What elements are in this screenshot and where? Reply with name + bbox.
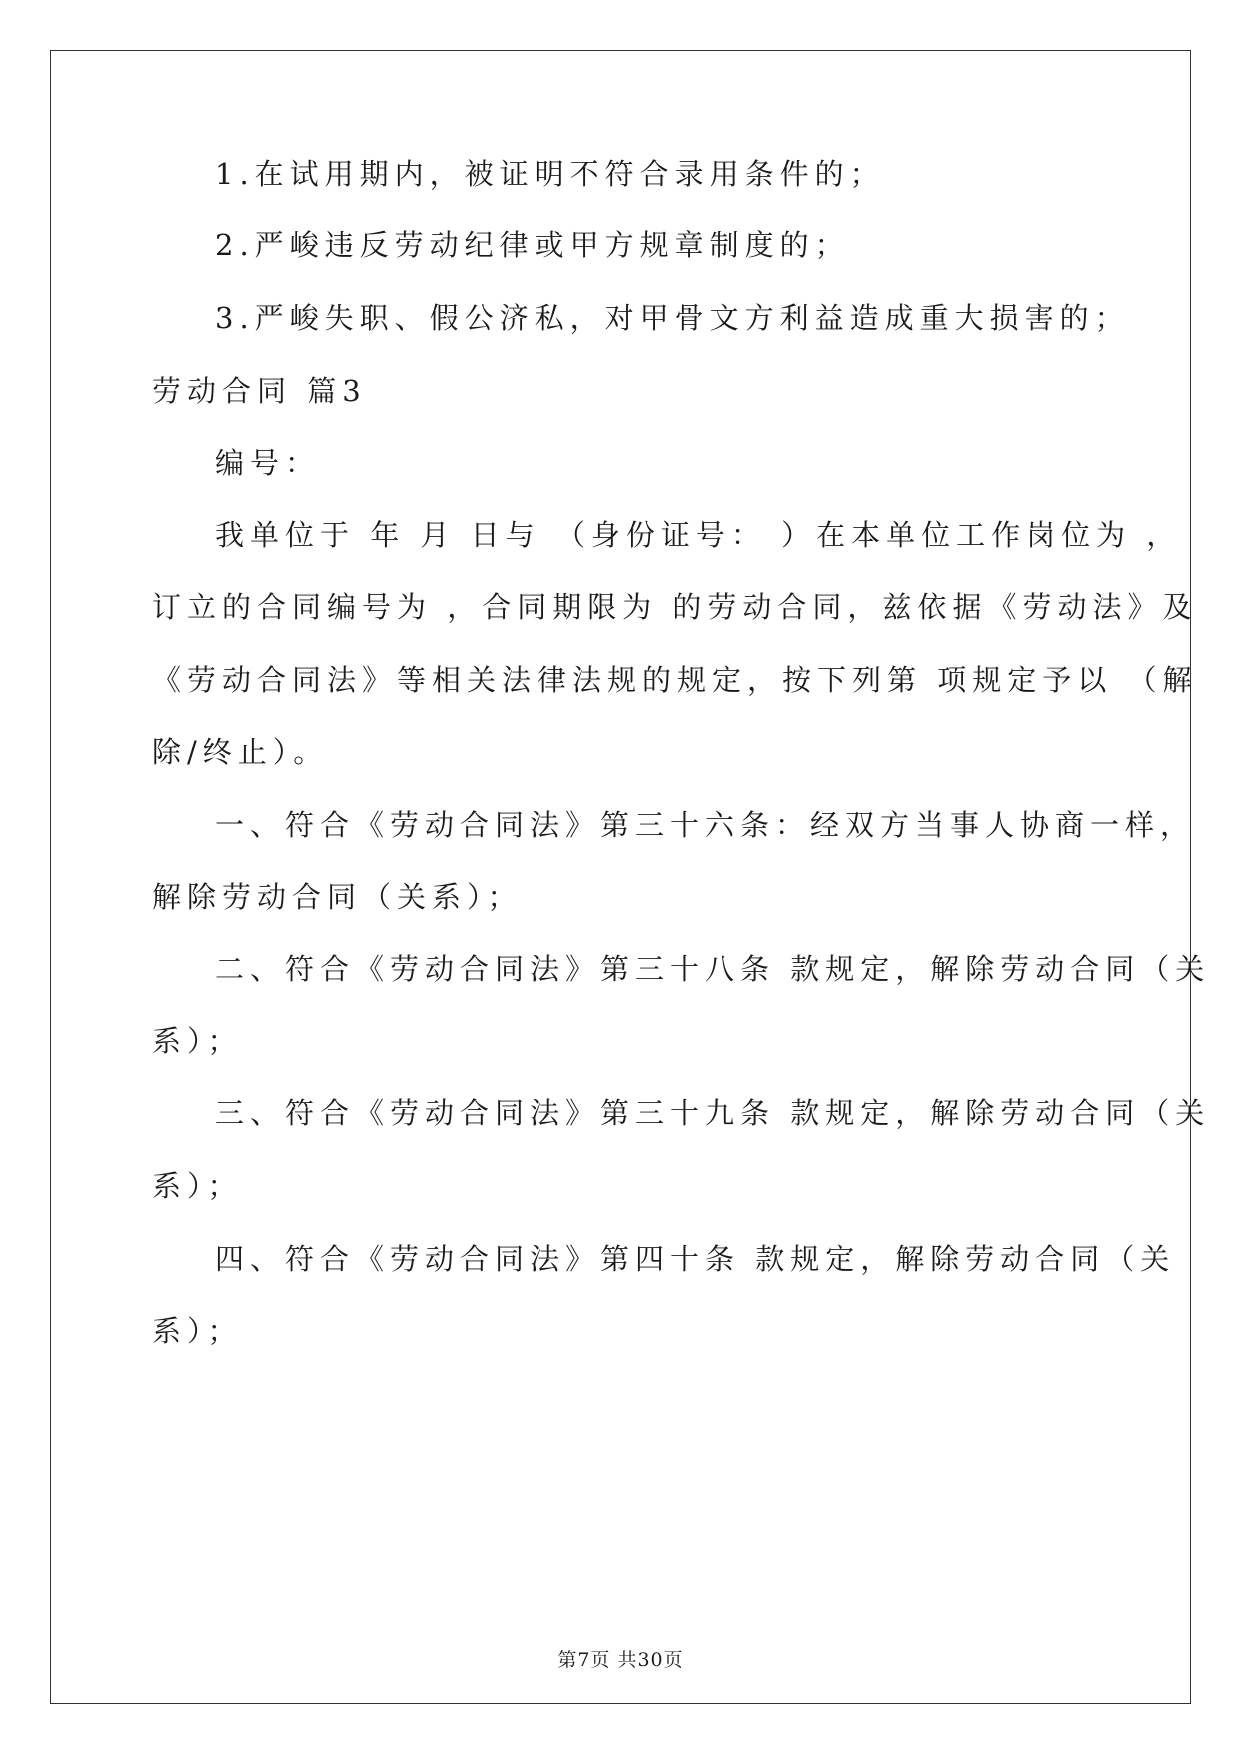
section-heading: 劳动合同 篇3 (152, 374, 367, 408)
clause-line: 2.严峻违反劳动纪律或甲方规章制度的； (215, 228, 850, 262)
clause-line: 3.严峻失职、假公济私，对甲骨文方利益造成重大损害的； (215, 301, 1130, 335)
number-label: 编号： (215, 446, 321, 480)
page-border (50, 50, 1191, 1704)
paragraph-line: 一、符合《劳动合同法》第三十六条：经双方当事人协商一样， (215, 808, 1196, 842)
paragraph-line: 系）； (152, 1169, 243, 1203)
paragraph-line: 四、符合《劳动合同法》第四十条 款规定，解除劳动合同（关 (215, 1242, 1176, 1276)
paragraph-line: 解除劳动合同（关系）； (152, 880, 523, 914)
clause-line: 1.在试用期内，被证明不符合录用条件的； (215, 157, 885, 191)
paragraph-line: 三、符合《劳动合同法》第三十九条 款规定，解除劳动合同（关 (215, 1096, 1211, 1130)
paragraph-line: 系）； (152, 1024, 243, 1058)
paragraph-line: 订立的合同编号为 ，合同期限为 的劳动合同，兹依据《劳动法》及 (152, 590, 1198, 624)
paragraph-line: 除/终止）。 (152, 735, 329, 769)
paragraph-line: 我单位于 年 月 日与 （身份证号： ）在本单位工作岗位为 ， (215, 518, 1182, 552)
paragraph-line: 《劳动合同法》等相关法律法规的规定，按下列第 项规定予以 （解 (152, 663, 1198, 697)
paragraph-line: 系）； (152, 1314, 243, 1348)
paragraph-line: 二、符合《劳动合同法》第三十八条 款规定，解除劳动合同（关 (215, 952, 1211, 986)
page-number-footer: 第7页 共30页 (557, 1649, 684, 1671)
